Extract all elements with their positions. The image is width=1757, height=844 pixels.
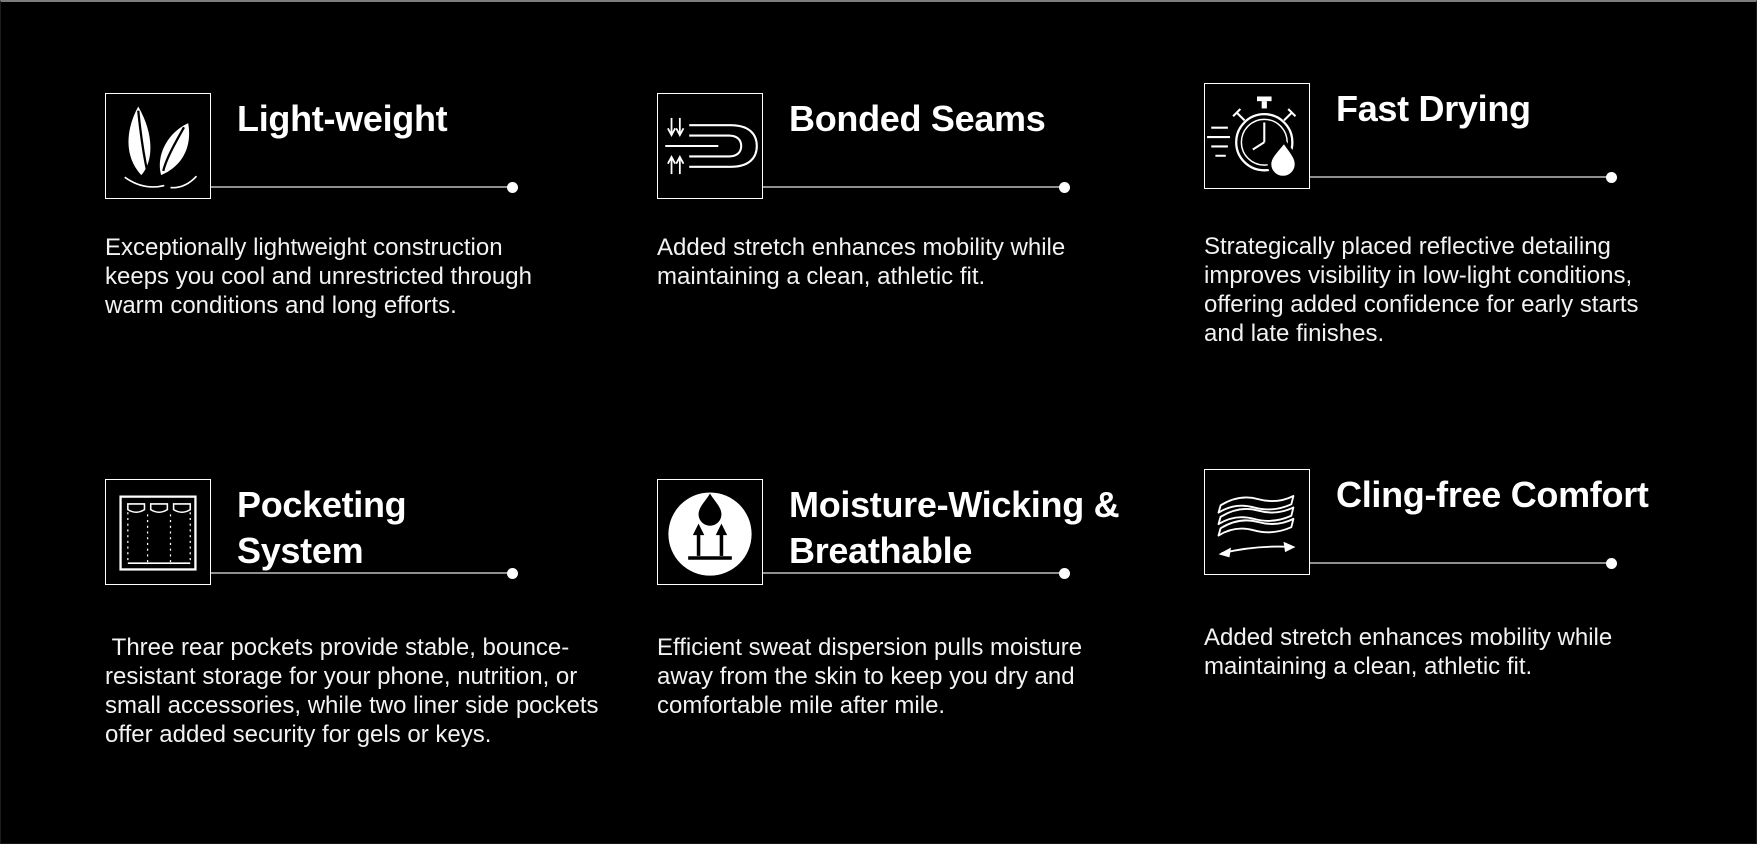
- bonded-seams-icon: [658, 94, 762, 198]
- feature-header: [1204, 469, 1649, 575]
- feather-icon: [106, 94, 210, 198]
- layered-fabric-icon: [1205, 470, 1309, 574]
- underline-rule: [211, 572, 512, 574]
- moisture-wicking-icon: [658, 480, 762, 584]
- feature-description: Added stretch enhances mobility while maintaining a clean, athletic fit.: [657, 234, 1072, 290]
- underline-rule: [763, 572, 1064, 574]
- underline-rule: [763, 186, 1064, 188]
- stopwatch-droplet-icon: [1205, 84, 1309, 188]
- feature-header: [1204, 83, 1669, 189]
- rule-dot: [1606, 172, 1617, 183]
- feature-header: [105, 93, 555, 199]
- feature-description: Strategically placed reflective detailing improves visibility in low-light conditions, offering added confidence for early starts and late finishes.: [1204, 233, 1646, 347]
- feature-card-pocketing-system: [105, 479, 605, 749]
- feature-header: [657, 479, 1124, 585]
- underline-rule: [1310, 176, 1611, 178]
- rule-dot: [1606, 558, 1617, 569]
- feature-description: Efficient sweat dispersion pulls moisture away from the skin to keep you dry and comfortable mile after mile.: [657, 634, 1089, 719]
- rule-dot: [1059, 182, 1070, 193]
- feature-description: Three rear pockets provide stable, bounce-resistant storage for your phone, nutrition, or small accessories, while two liner side pockets offer added security for gels or keys.: [105, 634, 606, 748]
- icon-box: [105, 93, 211, 199]
- icon-box: [105, 479, 211, 585]
- feature-title: Pocketing System: [237, 484, 407, 571]
- icon-box: [1204, 469, 1310, 575]
- feature-title: Cling-free Comfort: [1336, 474, 1649, 515]
- icon-box: [657, 93, 763, 199]
- feature-card-moisture-wicking: [657, 479, 1124, 720]
- feature-description: Exceptionally lightweight construction keeps you cool and unrestricted through warm conditions and long efforts.: [105, 234, 539, 319]
- icon-box: [657, 479, 763, 585]
- underline-rule: [211, 186, 512, 188]
- feature-card-bonded-seams: [657, 93, 1097, 291]
- feature-header: [657, 93, 1097, 199]
- underline-rule: [1310, 562, 1611, 564]
- feature-header: [105, 479, 605, 585]
- feature-title: Bonded Seams: [789, 98, 1046, 139]
- rule-dot: [507, 182, 518, 193]
- rear-pockets-icon: [106, 480, 210, 584]
- feature-card-fast-drying: [1204, 83, 1669, 348]
- feature-title: Fast Drying: [1336, 88, 1531, 129]
- icon-box: [1204, 83, 1310, 189]
- rule-dot: [1059, 568, 1070, 579]
- feature-card-lightweight: [105, 93, 555, 320]
- feature-description: Added stretch enhances mobility while maintaining a clean, athletic fit.: [1204, 624, 1619, 680]
- feature-title: Moisture-Wicking & Breathable: [789, 484, 1120, 571]
- rule-dot: [507, 568, 518, 579]
- feature-card-cling-free: [1204, 469, 1649, 681]
- feature-title: Light-weight: [237, 98, 448, 139]
